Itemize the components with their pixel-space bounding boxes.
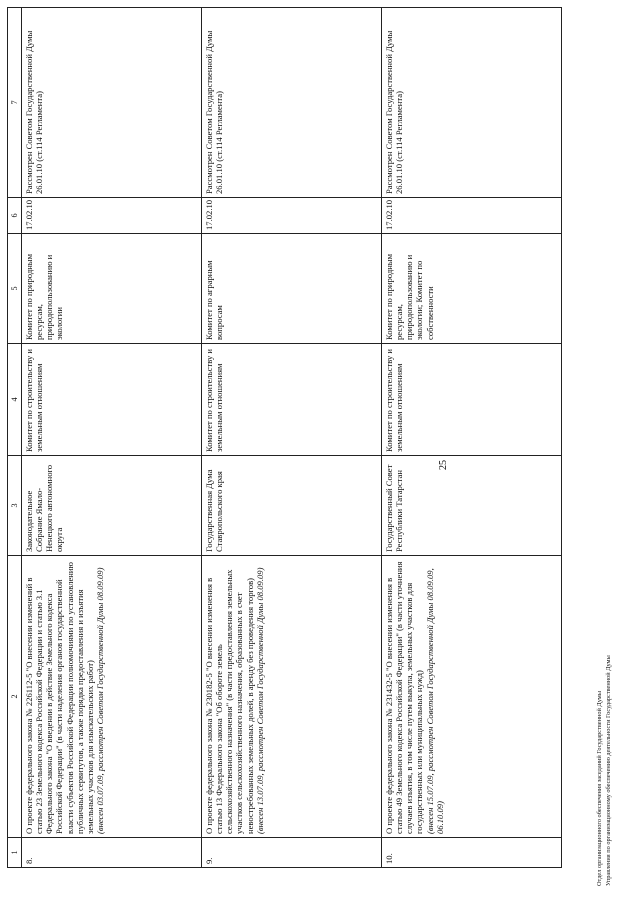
responsible-committee-cell: Комитет по строительству и земельным отношениям [202, 344, 382, 456]
row-number: 10. [382, 838, 562, 868]
bill-title: О проекте федерального закона № 230182-5 [204, 673, 214, 834]
table-row [202, 8, 382, 868]
bill-cell [382, 556, 562, 838]
bill-note: (внесен 13.07.09, рассмотрен Советом Государственной Думы 08.09.09) [254, 567, 265, 834]
co-committees-cell: Комитет по природным ресурсам, природопользованию и экологии; Комитет по собственности [382, 234, 562, 344]
bill-cell [22, 556, 202, 838]
date-cell: 17.02.10 [382, 198, 562, 234]
bill-note: (внесен 15.07.09, рассмотрен Советом Государственной Думы 08.09.09, 06.10.09) [424, 568, 445, 834]
column-number: 6 [8, 198, 22, 234]
bill-title: О проекте федерального закона № 231432-5 [384, 673, 394, 834]
column-number: 1 [8, 838, 22, 868]
initiator-cell: Государственный Совет Республики Татарстан [382, 456, 562, 556]
date-cell: 17.02.10 [202, 198, 382, 234]
bill-description: "О внесении изменений в статью 23 Земельного кодекса Российской Федерации и статью 3.1 Федерального закона "О введении в действие Земельного кодекса Российской Федерации" (в части наделения органов государственной власти субъектов Российской Федерации полномочиями по установлению публичных сервитутов, а также порядка предоставления и изъятия земельных участков для изыскательских работ) [24, 562, 95, 834]
row-number: 9. [202, 838, 382, 868]
column-number: 7 [8, 8, 22, 198]
table-row [22, 8, 202, 868]
column-number: 4 [8, 344, 22, 456]
responsible-committee-cell: Комитет по строительству и земельным отношениям [382, 344, 562, 456]
column-number-row [8, 8, 22, 868]
initiator-cell: Государственная Дума Ставропольского края [202, 456, 382, 556]
footer-line: Управления по организационному обеспечению деятельности Государственной Думы [604, 655, 612, 886]
bill-description: "О внесении изменения в статью 49 Земельного кодекса Российской Федерации" (в части уточнения случаев изъятия, в том числе путем выкупа, земельных участков для государственных или муниципальных нужд) [384, 561, 425, 834]
agenda-table [7, 7, 562, 868]
bill-note: (внесен 03.07.09, рассмотрен Советом Государственной Думы 08.09.09) [94, 567, 105, 834]
row-number: 8. [22, 838, 202, 868]
footer-line: Отдел организационного обеспечения заседаний Государственной Думы [596, 691, 603, 886]
status-cell: Рассмотрен Советом Государственной Думы 26.01.10 (ст.114 Регламента) [22, 8, 202, 198]
co-committees-cell: Комитет по аграрным вопросам [202, 234, 382, 344]
bill-description: "О внесении изменения в статью 13 Федерального закона "Об обороте земель сельскохозяйственного назначения" (в части предоставления земельных участков сельскохозяйственного назначения, образованных в счет невостребованных земельных долей, в аренду без проведения торгов) [204, 569, 255, 834]
column-number: 3 [8, 456, 22, 556]
initiator-cell: Законодательное Собрание Ямало-Ненецкого автономного округа [22, 456, 202, 556]
status-cell: Рассмотрен Советом Государственной Думы 26.01.10 (ст.114 Регламента) [382, 8, 562, 198]
table-row [382, 8, 562, 868]
page-number: 25 [438, 460, 449, 470]
date-cell: 17.02.10 [22, 198, 202, 234]
page-footer [596, 655, 613, 886]
bill-title: О проекте федерального закона № 226112-5 [24, 673, 34, 834]
responsible-committee-cell: Комитет по строительству и земельным отношениям [22, 344, 202, 456]
status-cell: Рассмотрен Советом Государственной Думы 26.01.10 (ст.114 Регламента) [202, 8, 382, 198]
column-number: 5 [8, 234, 22, 344]
column-number: 2 [8, 556, 22, 838]
bill-cell [202, 556, 382, 838]
co-committees-cell: Комитет по природным ресурсам, природопользованию и экологии [22, 234, 202, 344]
